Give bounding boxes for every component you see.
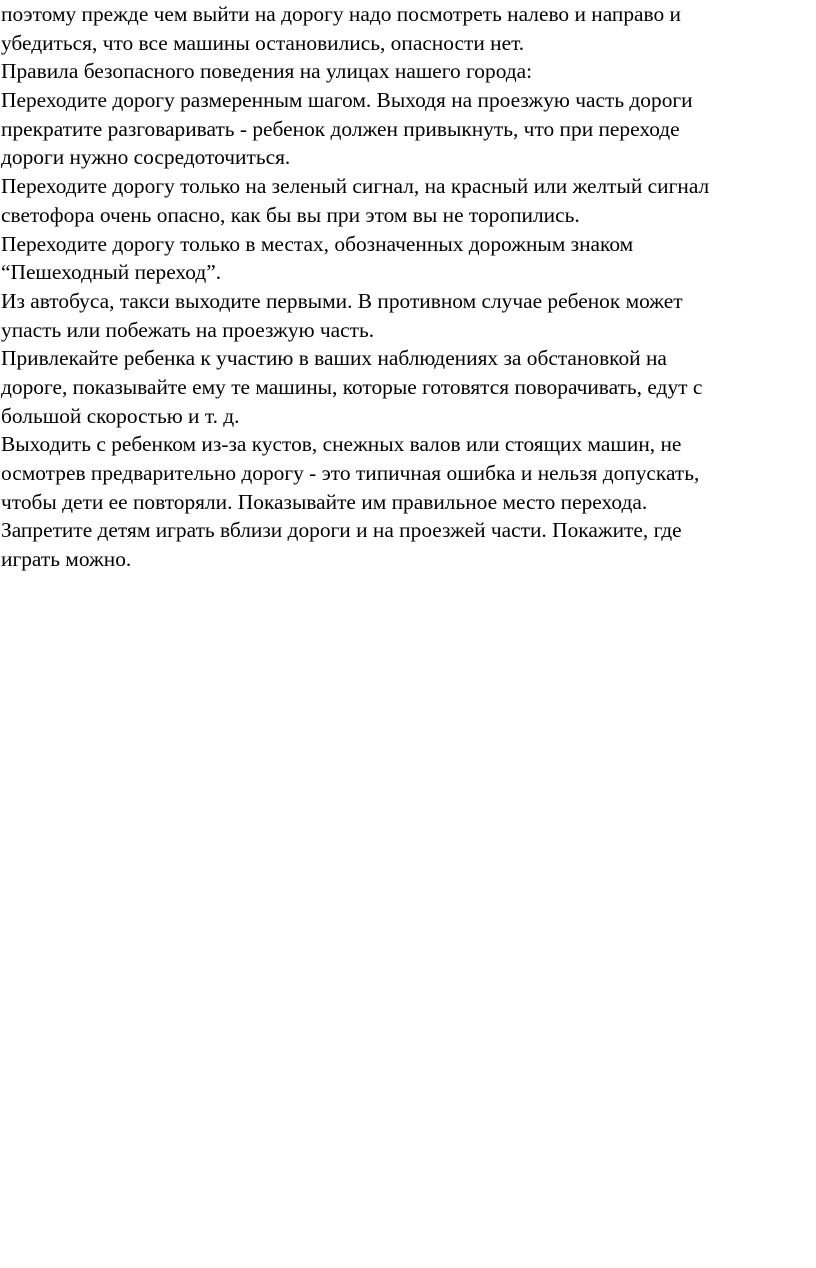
text-line: чтобы дети ее повторяли. Показывайте им правильное место перехода.	[1, 489, 648, 514]
text-line: светофора очень опасно, как бы вы при этом вы не торопились.	[1, 202, 580, 227]
text-line: Правила безопасного поведения на улицах нашего города:	[1, 59, 533, 84]
text-line: поэтому прежде чем выйти на дорогу надо посмотреть налево и направо и	[1, 2, 681, 26]
text-line: убедиться, что все машины остановились, опасности нет.	[1, 30, 525, 55]
text-line: упасть или побежать на проезжую часть.	[1, 317, 375, 342]
text-line: “Пешеходный переход”.	[1, 260, 222, 285]
text-line: Выходить с ребенком из-за кустов, снежных валов или стоящих машин, не	[1, 432, 682, 457]
text-line: прекратите разговаривать - ребенок должен привыкнуть, что при переходе	[1, 116, 680, 141]
text-line: дороги нужно сосредоточиться.	[1, 145, 291, 170]
document-body-text	[1, 0, 816, 574]
text-line: дороге, показывайте ему те машины, которые готовятся поворачивать, едут с	[1, 374, 703, 399]
text-line: большой скоростью и т. д.	[1, 403, 240, 428]
text-line: осмотрев предварительно дорогу - это типичная ошибка и нельзя допускать,	[1, 461, 700, 485]
text-line: Переходите дорогу только в местах, обозначенных дорожным знаком	[1, 231, 634, 256]
text-line: Из автобуса, такси выходите первыми. В противном случае ребенок может	[1, 288, 683, 313]
text-line: играть можно.	[1, 547, 132, 572]
text-line: Привлекайте ребенка к участию в ваших наблюдениях за обстановкой на	[1, 346, 667, 371]
text-line: Переходите дорогу размеренным шагом. Выходя на проезжую часть дороги	[1, 88, 693, 113]
text-line: Запретите детям играть вблизи дороги и на проезжей части. Покажите, где	[1, 518, 682, 543]
text-line: Переходите дорогу только на зеленый сигнал, на красный или желтый сигнал	[1, 174, 710, 199]
